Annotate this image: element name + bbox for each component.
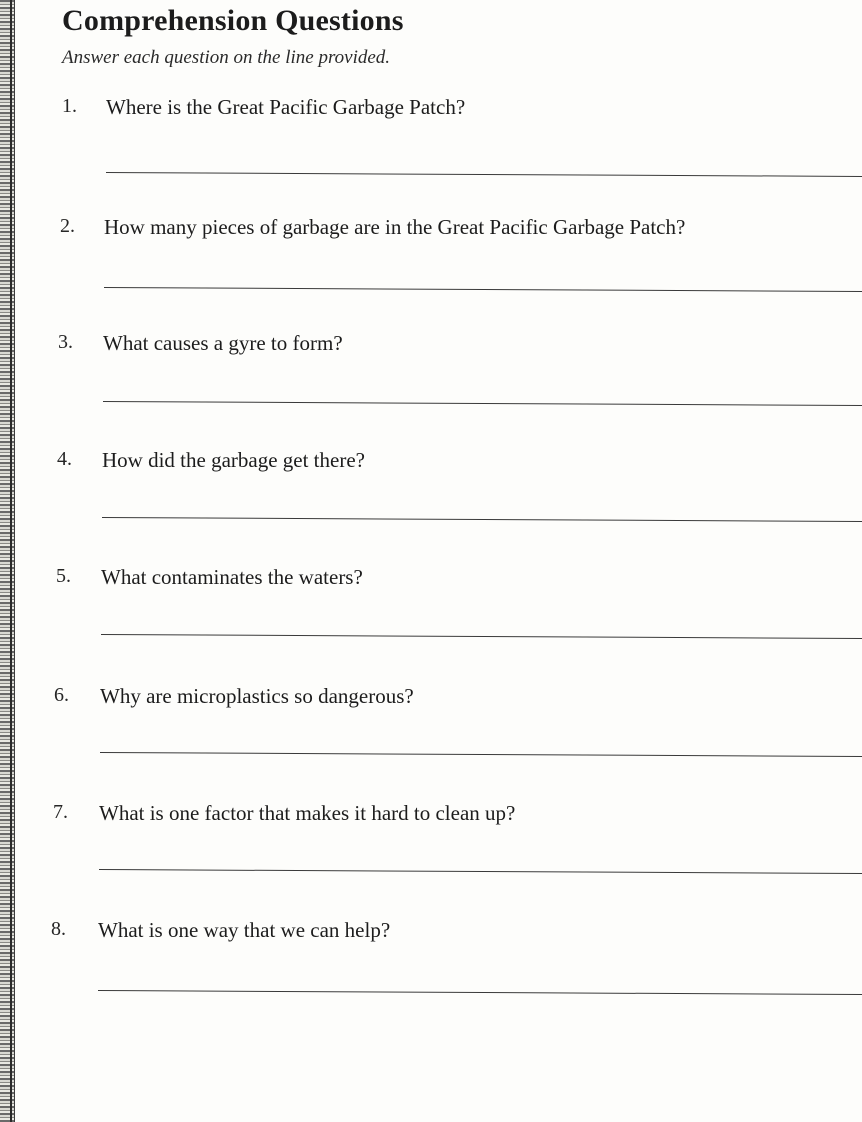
page-title: Comprehension Questions [62, 4, 404, 37]
question-number: 7. [53, 801, 68, 823]
question-5 [0, 565, 862, 675]
answer-line[interactable] [98, 990, 862, 995]
answer-line[interactable] [106, 172, 862, 177]
answer-line[interactable] [100, 752, 862, 757]
question-number: 3. [58, 331, 73, 353]
question-number: 4. [57, 448, 72, 470]
question-number: 1. [62, 95, 77, 117]
question-text: Why are microplastics so dangerous? [100, 684, 414, 708]
instructions: Answer each question on the line provided. [62, 47, 391, 68]
question-text: How many pieces of garbage are in the Great Pacific Garbage Patch? [104, 215, 686, 239]
answer-line[interactable] [101, 634, 862, 639]
question-text: What is one factor that makes it hard to clean up? [99, 801, 516, 825]
question-text: How did the garbage get there? [102, 448, 365, 472]
question-text: Where is the Great Pacific Garbage Patch? [106, 95, 466, 119]
question-text: What is one way that we can help? [98, 918, 391, 942]
question-2 [0, 215, 862, 325]
question-number: 8. [51, 918, 66, 940]
question-4 [0, 448, 862, 558]
question-3 [0, 331, 862, 441]
answer-line[interactable] [99, 869, 862, 874]
question-number: 5. [56, 565, 71, 587]
question-text: What contaminates the waters? [101, 565, 363, 589]
answer-line[interactable] [104, 287, 862, 292]
answer-line[interactable] [102, 517, 862, 522]
question-6 [0, 684, 862, 794]
answer-line[interactable] [103, 401, 862, 406]
question-text: What causes a gyre to form? [103, 331, 343, 355]
question-number: 6. [54, 684, 69, 706]
question-7 [0, 801, 862, 911]
question-number: 2. [60, 215, 75, 237]
question-8 [0, 918, 862, 1028]
question-1 [0, 95, 862, 205]
